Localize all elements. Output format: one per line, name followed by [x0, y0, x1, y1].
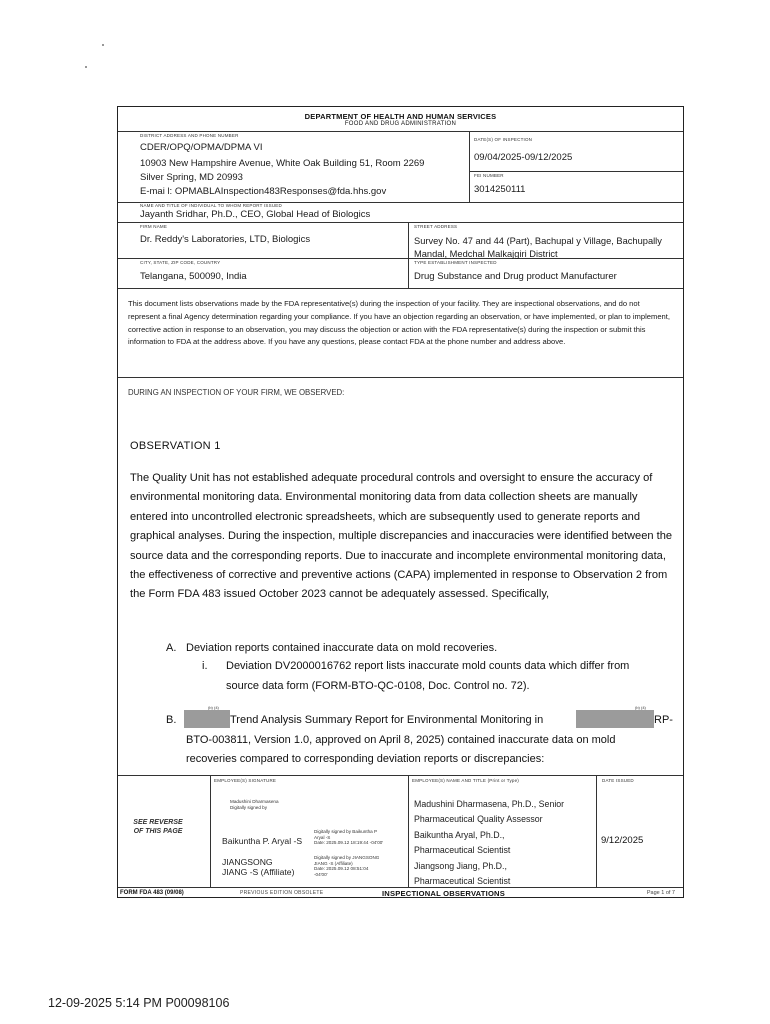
redaction-box: [576, 710, 654, 728]
divider: [118, 288, 683, 289]
divider: [408, 222, 409, 288]
item-b-text-part-1: Trend Analysis Summary Report for Environmental Monitoring in: [230, 714, 544, 726]
firm-label: FIRM NAME: [140, 224, 168, 229]
scan-timestamp: 12-09-2025 5:14 PM P00098106: [48, 996, 230, 1010]
district-email: E-mai l: OPMABLAInspection483Responses@fda.hhs.gov: [140, 186, 387, 197]
divider: [118, 775, 683, 776]
item-i-line-1: Deviation DV2000016762 report lists inaccurate mold counts data which differ from: [226, 660, 630, 672]
district-line-1: CDER/OPQ/OPMA/DPMA VI: [140, 142, 263, 153]
agency-title: FOOD AND DRUG ADMINISTRATION: [344, 121, 457, 127]
employee-line: Madushini Dharmasena, Ph.D., Senior: [414, 799, 565, 809]
establishment-label: TYPE ESTABLISHMENT INSPECTED: [414, 260, 497, 265]
scan-speck: [102, 44, 104, 46]
redaction-box: [184, 710, 230, 728]
divider: [118, 222, 683, 223]
observation-title: OBSERVATION 1: [130, 440, 221, 452]
inspection-notice: This document lists observations made by the FDA representative(s) during the inspection of your facility. They are inspectional observations, and do not represent a final Agency determination regarding your compliance. If you have an objection regarding an observation, or have implemented, or plan to implement, corrective action in response to an observation, you may discuss the objection or action with the FDA representative(s) during the inspection or submit this information to FDA at the address above. If you have any questions, please contact FDA at the phone number and address above.: [128, 299, 671, 347]
previous-edition-note: PREVIOUS EDITION OBSOLETE: [240, 890, 324, 896]
district-line-2: 10903 New Hampshire Avenue, White Oak Building 51, Room 2269: [140, 158, 425, 169]
divider: [210, 775, 211, 887]
firm-value: Dr. Reddy's Laboratories, LTD, Biologics: [140, 234, 311, 245]
see-reverse-note: SEE REVERSE OF THIS PAGE: [133, 819, 183, 835]
divider: [469, 131, 470, 203]
employee-line: Jiangsong Jiang, Ph.D.,: [414, 860, 507, 871]
street-line-1: Survey No. 47 and 44 (Part), Bachupal y Village, Bachupally: [414, 236, 662, 246]
item-i-line-2: source data form (FORM-BTO-QC-0108, Doc. Control no. 72).: [226, 680, 530, 692]
district-label: DISTRICT ADDRESS AND PHONE NUMBER: [140, 133, 239, 138]
employee-line: Pharmaceutical Scientist: [414, 876, 511, 887]
establishment-value: Drug Substance and Drug product Manufacturer: [414, 271, 617, 282]
signature-2-name: Baikuntha P. Aryal -S: [222, 836, 303, 846]
observation-body: The Quality Unit has not established adequate procedural controls and oversight to ensure the accuracy of environmental monitoring data. Environmental monitoring data from data collection sheets are manually entered into uncontrolled electronic spreadsheets, which are subsequently used to generate reports and graphical analyses. During the inspection, multiple discrepancies and inaccuracies were identified between the source data and the corresponding reports. Due to inaccurate and incomplete environmental monitoring data, the effectiveness of corrective and preventive actions (CAPA) implemented in response to Observation 2 from the Form FDA 483 issued October 2023 cannot be adequately assessed. Specifically,: [130, 472, 673, 601]
signature-3-digital: Digitally signed by JIANGSONG JIANG -S (Affiliate) Date: 2025.09.12 08:51:04 -04'00': [314, 855, 380, 877]
employee-line: Baikuntha Aryal, Ph.D.,: [414, 829, 505, 840]
street-label: STREET ADDRESS: [414, 224, 458, 229]
item-b-marker: B.: [166, 714, 177, 726]
fda-483-form: [117, 106, 684, 898]
street-line-2: Mandal, Medchal Malkajgiri District: [414, 249, 558, 259]
form-number: FORM FDA 483 (09/08): [120, 890, 184, 896]
divider: [118, 887, 683, 888]
district-line-3: Silver Spring, MD 20993: [140, 172, 243, 183]
signature-2-digital: Digitally signed by Baikuntha P Aryal -S Date: 2025.09.12 18:19:44 -04'00': [314, 829, 384, 846]
inspection-dates-value: 09/04/2025-09/12/2025: [474, 152, 573, 163]
divider: [596, 775, 597, 887]
scan-speck: [85, 66, 87, 68]
date-issued-value: 9/12/2025: [601, 835, 644, 846]
divider: [118, 131, 683, 132]
item-b-line-3: recoveries compared to corresponding deviation reports or discrepancies:: [186, 753, 545, 765]
individual-label: NAME AND TITLE OF INDIVIDUAL TO WHOM REPORT ISSUED: [140, 203, 282, 208]
item-i-marker: i.: [202, 660, 208, 672]
city-value: Telangana, 500090, India: [140, 271, 247, 282]
signature-3-name: JIANGSONG JIANG -S (Affiliate): [222, 857, 295, 877]
redaction-code: (b) (4): [208, 705, 219, 710]
divider: [118, 258, 683, 259]
divider: [118, 377, 683, 378]
employee-names: [414, 797, 564, 889]
item-b-line-2: BTO-003811, Version 1.0, approved on April 8, 2025) contained inaccurate data on mold: [186, 734, 616, 746]
employee-line: Pharmaceutical Scientist: [414, 845, 511, 856]
fei-label: FEI NUMBER: [474, 173, 504, 178]
page-number: Page 1 of 7: [646, 890, 675, 896]
during-inspection-heading: DURING AN INSPECTION OF YOUR FIRM, WE OBSERVED:: [128, 388, 345, 397]
fei-value: 3014250111: [474, 184, 526, 195]
item-a-marker: A.: [166, 642, 177, 654]
redaction-code: (b) (4): [635, 705, 646, 710]
divider: [469, 171, 683, 172]
individual-value: Jayanth Sridhar, Ph.D., CEO, Global Head of Biologics: [140, 209, 371, 220]
employee-signature-label: EMPLOYEE(S) SIGNATURE: [214, 778, 277, 783]
employee-name-label: EMPLOYEE(S) NAME AND TITLE (Print or Type): [412, 778, 520, 783]
signature-1-small: Madushini Dharmasena Digitally signed by: [230, 799, 279, 810]
item-b-text-part-2: RP-: [654, 714, 673, 726]
date-issued-label: DATE ISSUED: [602, 778, 634, 783]
inspection-dates-label: DATE(S) OF INSPECTION: [474, 137, 533, 142]
employee-line: Pharmaceutical Quality Assessor: [414, 814, 543, 825]
department-title: DEPARTMENT OF HEALTH AND HUMAN SERVICES: [304, 112, 497, 121]
form-title: INSPECTIONAL OBSERVATIONS: [382, 889, 505, 898]
city-label: CITY, STATE, ZIP CODE, COUNTRY: [140, 260, 221, 265]
item-a-text: Deviation reports contained inaccurate data on mold recoveries.: [186, 642, 498, 654]
divider: [408, 775, 409, 887]
